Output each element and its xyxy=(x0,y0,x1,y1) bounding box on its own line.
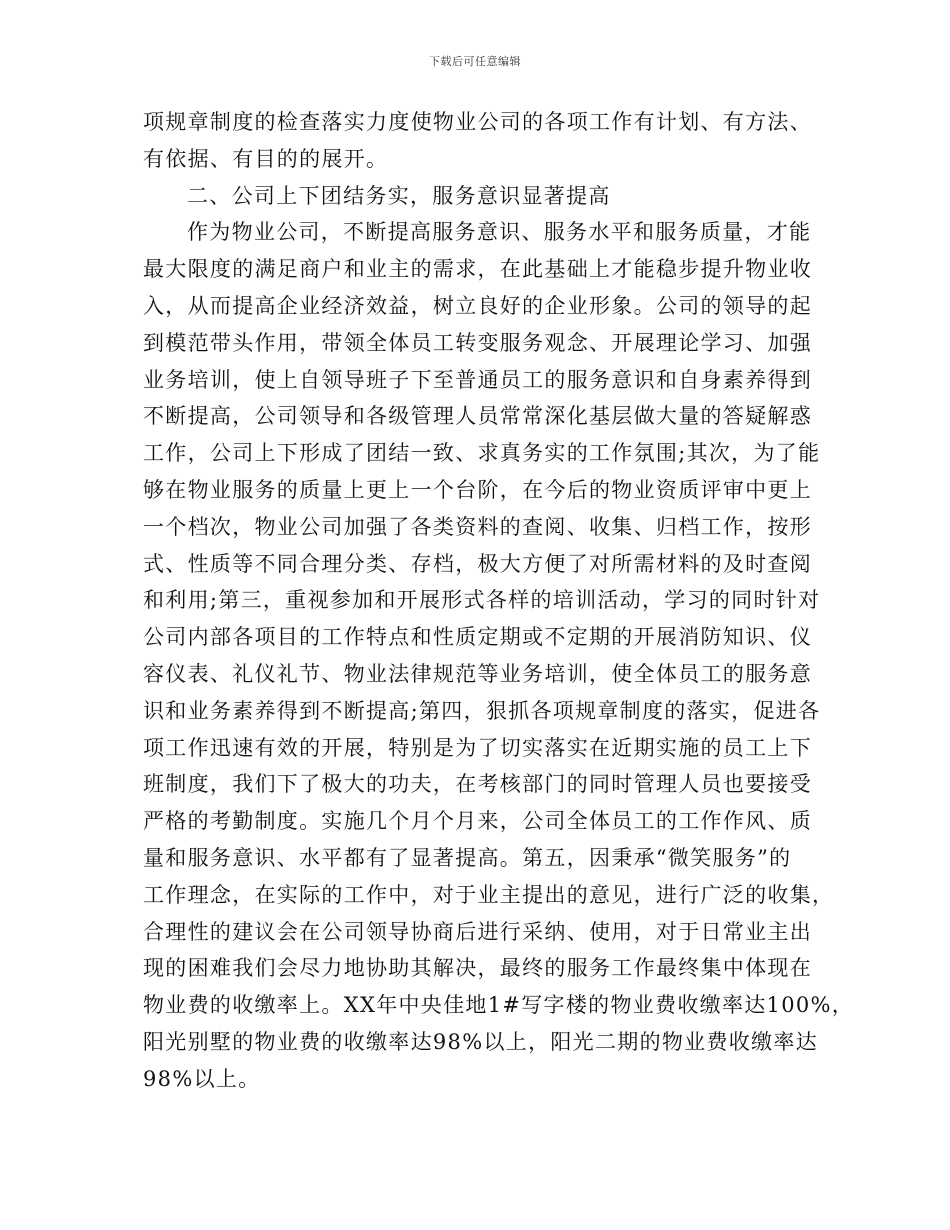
text-line: 工作，公司上下形成了团结一致、求真务实的工作氛围;其次，为了能 xyxy=(143,441,821,466)
text-line: 最大限度的满足商户和业主的需求，在此基础上才能稳步提升物业收 xyxy=(143,257,812,282)
text-line: 严格的考勤制度。实施几个月个月来，公司全体员工的工作作风、质 xyxy=(143,809,812,834)
text-line: 量和服务意识、水平都有了显著提高。第五，因秉承“微笑服务”的 xyxy=(143,845,792,870)
text-line: 班制度，我们下了极大的功夫，在考核部门的同时管理人员也要接受 xyxy=(143,772,812,797)
text-line: 到模范带头作用，带领全体员工转变服务观念、开展理论学习、加强 xyxy=(143,330,812,355)
text-line: 工作理念，在实际的工作中，对于业主提出的意见，进行广泛的收集， xyxy=(143,882,835,907)
section-heading: 二、公司上下团结务实，服务意识显著提高 xyxy=(187,183,611,208)
page-header: 下载后可任意编辑 xyxy=(429,55,521,68)
text-line: 和利用;第三，重视参加和开展形式各样的培训活动，学习的同时针对 xyxy=(143,588,821,613)
text-line: 有依据、有目的的展开。 xyxy=(143,146,389,171)
text-line: 入，从而提高企业经济效益，树立良好的企业形象。公司的领导的起 xyxy=(143,293,812,318)
text-line: 公司内部各项目的工作特点和性质定期或不定期的开展消防知识、仪 xyxy=(143,625,812,650)
text-line: 容仪表、礼仪礼节、物业法律规范等业务培训，使全体员工的服务意 xyxy=(143,661,812,686)
text-line: 98%以上。 xyxy=(143,1066,261,1091)
text-line: 物业费的收缴率上。XX年中央佳地1#写字楼的物业费收缴率达100%， xyxy=(143,993,855,1018)
text-line: 合理性的建议会在公司领导协商后进行采纳、使用，对于日常业主出 xyxy=(143,919,812,944)
paragraph-first-line: 作为物业公司，不断提高服务意识、服务水平和服务质量，才能 xyxy=(187,220,812,245)
text-line: 够在物业服务的质量上更上一个台阶，在今后的物业资质评审中更上 xyxy=(143,477,812,502)
text-line: 阳光别墅的物业费的收缴率达98%以上，阳光二期的物业费收缴率达 xyxy=(143,1029,818,1054)
text-line: 识和业务素养得到不断提高;第四，狠抓各项规章制度的落实，促进各 xyxy=(143,698,821,723)
text-line: 项工作迅速有效的开展，特别是为了切实落实在近期实施的员工上下 xyxy=(143,735,812,760)
text-line: 现的困难我们会尽力地协助其解决，最终的服务工作最终集中体现在 xyxy=(143,956,812,981)
text-line: 业务培训，使上自领导班子下至普通员工的服务意识和自身素养得到 xyxy=(143,367,812,392)
body-text xyxy=(143,104,855,1098)
text-line: 式、性质等不同合理分类、存档，极大方便了对所需材料的及时查阅 xyxy=(143,551,812,576)
text-line: 项规章制度的检查落实力度使物业公司的各项工作有计划、有方法、 xyxy=(143,110,812,134)
text-line: 一个档次，物业公司加强了各类资料的查阅、收集、归档工作，按形 xyxy=(143,514,812,539)
text-line: 不断提高，公司领导和各级管理人员常常深化基层做大量的答疑解惑 xyxy=(143,404,812,429)
